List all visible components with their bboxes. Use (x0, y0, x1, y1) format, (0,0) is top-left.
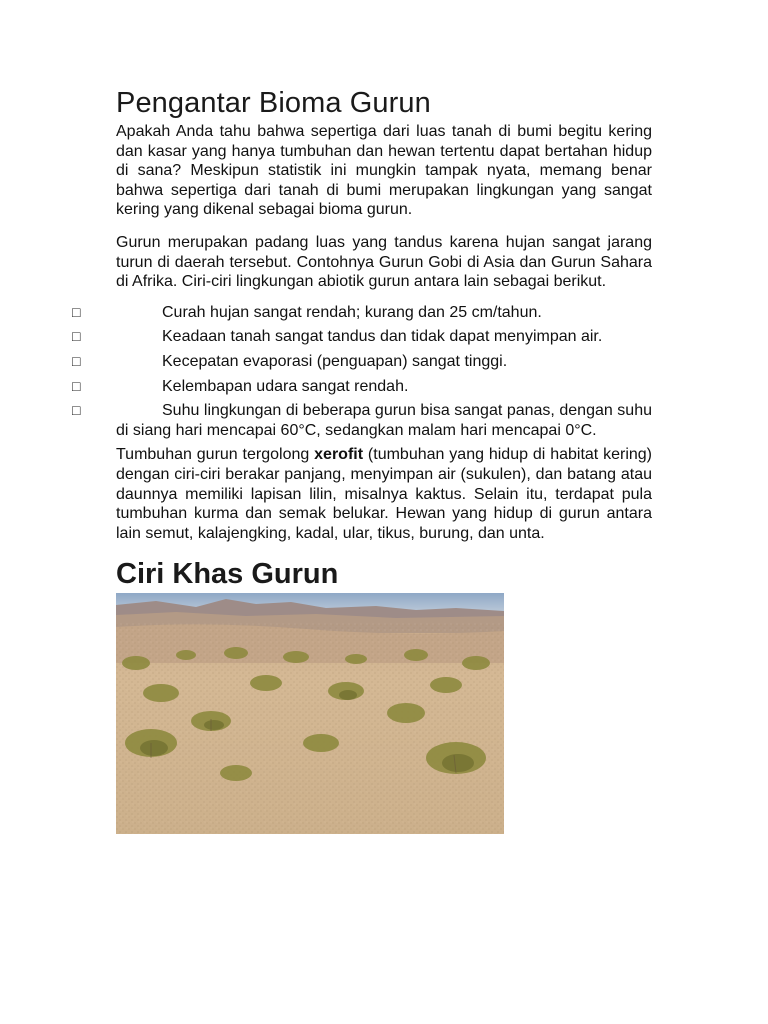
bullet-box-icon: □ (72, 303, 81, 320)
bullet-box-icon: □ (72, 377, 81, 394)
intro-paragraph: Apakah Anda tahu bahwa sepertiga dari luas tanah di bumi begitu kering dan kasar yang hanya tumbuhan dan hewan tertentu dapat bertahan hidup di sana? Meskipun statistik ini mungkin tampak nyata, memang benar bahwa sepertiga dari tanah di bumi merupakan lingkungan yang sangat kering yang dikenal sebagai bioma gurun. (116, 123, 652, 219)
xerofit-term: xerofit (314, 446, 364, 464)
abiotic-characteristics-list (72, 303, 652, 441)
desert-landscape-photo (116, 593, 504, 834)
list-item: □ Curah hujan sangat rendah; kurang dan 25 cm/tahun. (72, 303, 542, 321)
list-item: □ Keadaan tanah sangat tandus dan tidak dapat menyimpan air. (72, 328, 603, 346)
list-item: □ Kelembapan udara sangat rendah. (72, 377, 409, 395)
bullet-box-icon: □ (72, 402, 81, 419)
document-page (72, 86, 653, 834)
section-heading: Ciri Khas Gurun (116, 558, 339, 591)
bullet-box-icon: □ (72, 328, 81, 345)
desert-definition-paragraph: Gurun merupakan padang luas yang tandus karena hujan sangat jarang turun di daerah tersebut. Contohnya Gurun Gobi di Asia dan Gurun Sahara di Afrika. Ciri-ciri lingkungan abiotik gurun antara lain sebagai berikut. (116, 233, 652, 291)
plants-animals-paragraph: Tumbuhan gurun tergolong xerofit (tumbuhan yang hidup di habitat kering) dengan ciri-ciri berakar panjang, menyimpan air (sukulen), dan batang atau daunnya memiliki lapisan lilin, misalnya kaktus. Selain itu, terdapat pula tumbuhan kurma dan semak belukar. Hewan yang hidup di gurun antara lain semut, kalajengking, kadal, ular, tikus, burung, dan unta. (116, 446, 653, 542)
bullet-box-icon: □ (72, 352, 81, 369)
list-item: □ Suhu lingkungan di beberapa gurun bisa sangat panas, dengan suhu di siang hari mencapai 60°C, sedangkan malam hari mencapai 0°C. (72, 402, 652, 439)
page-title: Pengantar Bioma Gurun (116, 87, 431, 119)
list-item: □ Kecepatan evaporasi (penguapan) sangat tinggi. (72, 352, 508, 370)
